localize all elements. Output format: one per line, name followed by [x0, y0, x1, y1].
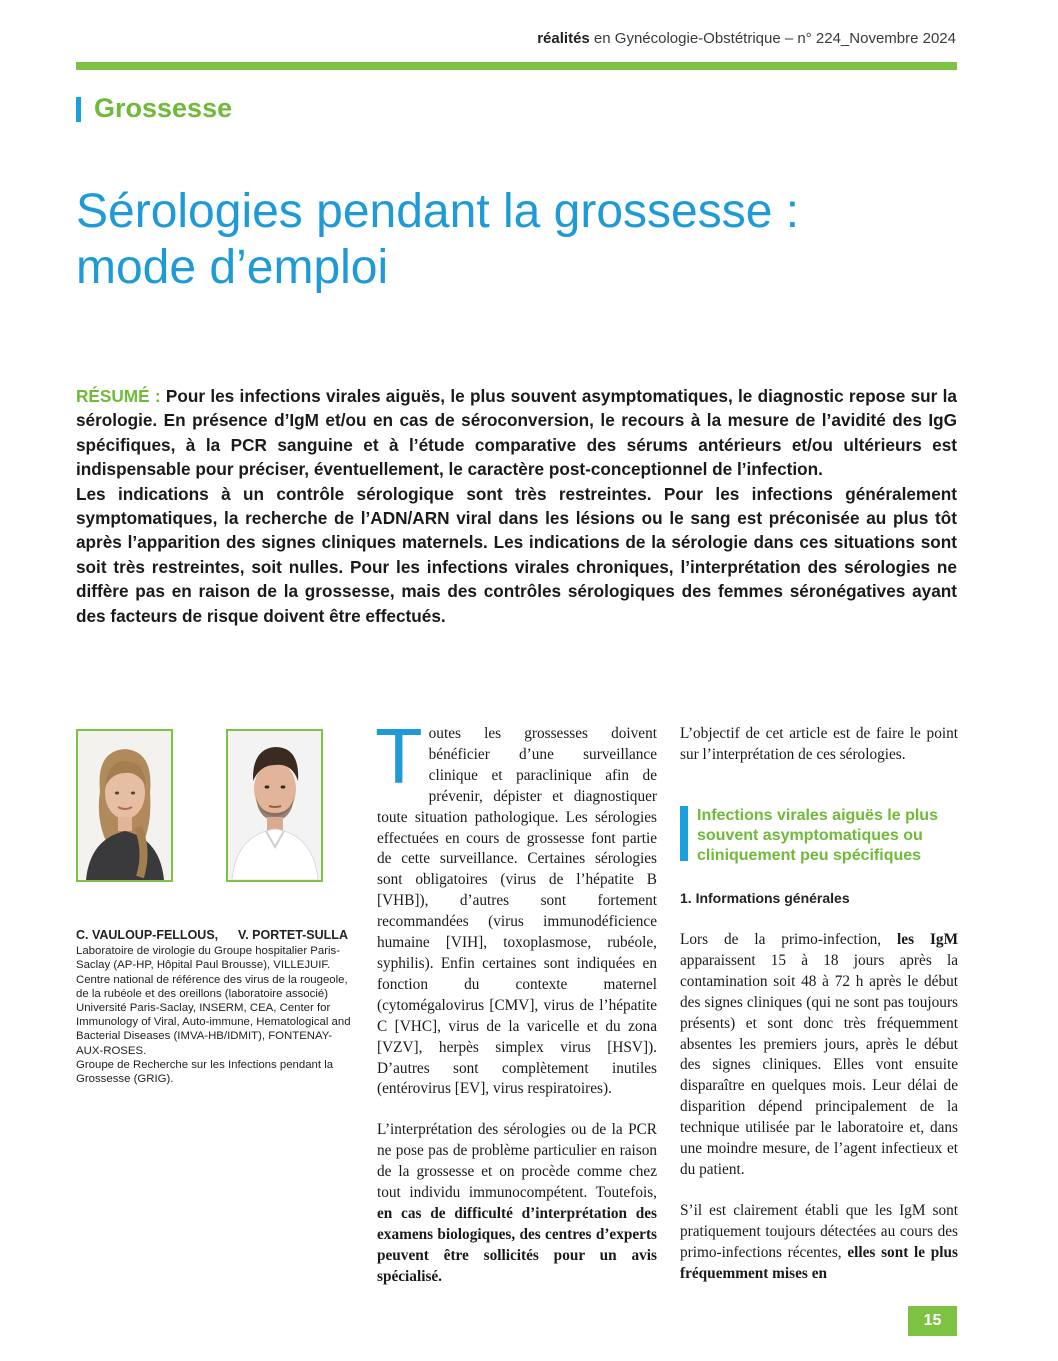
affiliation-4: Groupe de Recherche sur les Infections pendant la Grossesse (GRIG).: [76, 1058, 334, 1086]
author-names: [76, 928, 356, 942]
abstract-text-1: Pour les infections virales aiguës, le plus souvent asymptomatiques, le diagnostic repose sur la sérologie. En présence d’IgM et/ou en cas de séroconversion, le recours à la mesure de l’avidité des IgG spécifiques, à la PCR sanguine et à l’étude comparative des sérums antérieurs et/ou ultérieurs est indispensable pour préciser, éventuellement, le caractère post-conceptionnel de l’infection.: [76, 386, 957, 480]
interpretation-text: L’interprétation des sérologies ou de la PCR ne pose pas de problème particulier en raison de la grossesse et on procède comme chez tout individu immunocompétent. Toutefois,: [377, 1121, 657, 1202]
igm-text-bold: les IgM: [897, 931, 959, 948]
affiliation-3: Université Paris-Saclay, INSERM, CEA, Center for Immunology of Viral, Auto-immune, Hematological and Bacterial Diseases (IMVA-HB/IDMIT), FONTENAY-AUX-ROSES.: [76, 1002, 351, 1057]
subheading-marker: [680, 806, 688, 861]
subheading: Infections virales aiguës le plus souvent asymptomatiques ou cliniquement peu spécifiques: [697, 807, 938, 864]
title-line-1: Sérologies pendant la grossesse :: [76, 185, 800, 238]
author-photo-2: [226, 729, 323, 882]
portrait-man-image: [228, 731, 321, 880]
intro-text: outes les grossesses doivent bénéficier d’une surveillance clinique et paraclinique afin de prévenir, dépister et diagnostiquer toute situation pathologique. Les sérologies effectuées en cours de grossesse font partie de cette surveillance. Certaines sérologies sont obligatoires (virus de l’hépatite B [VHB]), d’autres sont fortement recommandées (virus immunodéficience humaine [VIH], toxoplasmose, rubéole, syphilis). Enfin certaines sont indiquées en fonction du contexte maternel (cytomégalovirus [CMV], virus de l’hépatite C [VHC], virus de la varicelle et du zona [VZV], herpès simplex virus [HSV]). D’autres sont complètement inutiles (entérovirus [EV], virus respiratoires).: [377, 725, 657, 1098]
abstract-label: RÉSUMÉ :: [76, 386, 161, 406]
author-name-2: V. PORTET-SULLA: [238, 928, 348, 942]
affiliation-2: Centre national de référence des virus de la rougeole, de la rubéole et des oreillons (laboratoire associé): [76, 973, 348, 1000]
running-header: [76, 30, 956, 47]
igm-text-a: Lors de la primo-infection,: [680, 931, 898, 948]
affiliation-1: Laboratoire de virologie du Groupe hospitalier Paris-Saclay (AP-HP, Hôpital Paul Brousse), VILLEJUIF.: [76, 945, 341, 972]
detection-text: S’il est clairement établi que les IgM sont pratiquement toujours détectées au cours des primo-infections récentes,: [680, 1201, 958, 1261]
drop-cap: T: [375, 712, 423, 800]
page-number: 15: [908, 1306, 957, 1336]
abstract-paragraph-2: Les indications à un contrôle sérologique sont très restreintes. Pour les infections généralement symptomatiques, la recherche de l’ADN/ARN viral dans les lésions ou le sang est préconisée au plus tôt après l’apparition des signes cliniques maternels. Les indications de la sérologie dans ces situations sont soit très restreintes, soit nulles. Pour les infections virales chroniques, l’interprétation des sérologies ne diffère pas en raison de la grossesse, mais des contrôles sérologiques des femmes séronégatives ayant des facteurs de risque doivent être effectués.: [76, 483, 957, 626]
interpretation-paragraph: [377, 1120, 657, 1287]
interpretation-bold-text: en cas de difficulté d’interprétation des examens biologiques, des centres d’experts peuvent être sollicités pour un avis spécialisé.: [377, 1204, 657, 1285]
body-column-2: [375, 712, 657, 1308]
igm-detection-paragraph: [680, 1201, 958, 1285]
author-name-1: C. VAULOUP-FELLOUS,: [76, 928, 219, 942]
detection-bold-text: elles sont le plus fréquemment mises en: [680, 1243, 959, 1282]
igm-text-c: apparaissent 15 à 18 jours après la contamination soit 48 à 72 h après le début des signes cliniques (qui ne sont pas toujours présents) et sont donc très fréquemment absentes les premiers jours, après le début des signes cliniques. Elles vont ensuite disparaître en quelques mois. Leur délai de disparition dépend principalement de la technique utilisée par le laboratoire et, dans une moindre mesure, de l’agent infectieux et du patient.: [680, 951, 958, 1178]
body-column-3-top: [680, 724, 958, 786]
article-title: [76, 184, 956, 296]
title-line-2: mode d’emploi: [76, 241, 389, 294]
section-marker: [76, 97, 81, 122]
igm-paragraph: [680, 930, 958, 1181]
author-affiliations: [76, 928, 356, 1086]
issue-info: en Gynécologie-Obstétrique – n° 224_Novembre 2024: [589, 30, 956, 47]
sub-subheading: 1. Informations générales: [680, 890, 850, 906]
objective-paragraph: L’objectif de cet article est de faire le point sur l’interprétation de ces sérologies.: [680, 725, 958, 763]
body-column-3-bottom: [680, 930, 958, 1305]
section-title: Grossesse: [94, 93, 233, 123]
header-rule: [76, 62, 957, 70]
portrait-woman-image: [78, 731, 171, 880]
intro-paragraph: [375, 712, 657, 1100]
journal-name: réalités: [537, 30, 590, 47]
abstract: [76, 384, 957, 628]
abstract-paragraph-1: [76, 384, 957, 482]
author-photo-1: [76, 729, 173, 882]
